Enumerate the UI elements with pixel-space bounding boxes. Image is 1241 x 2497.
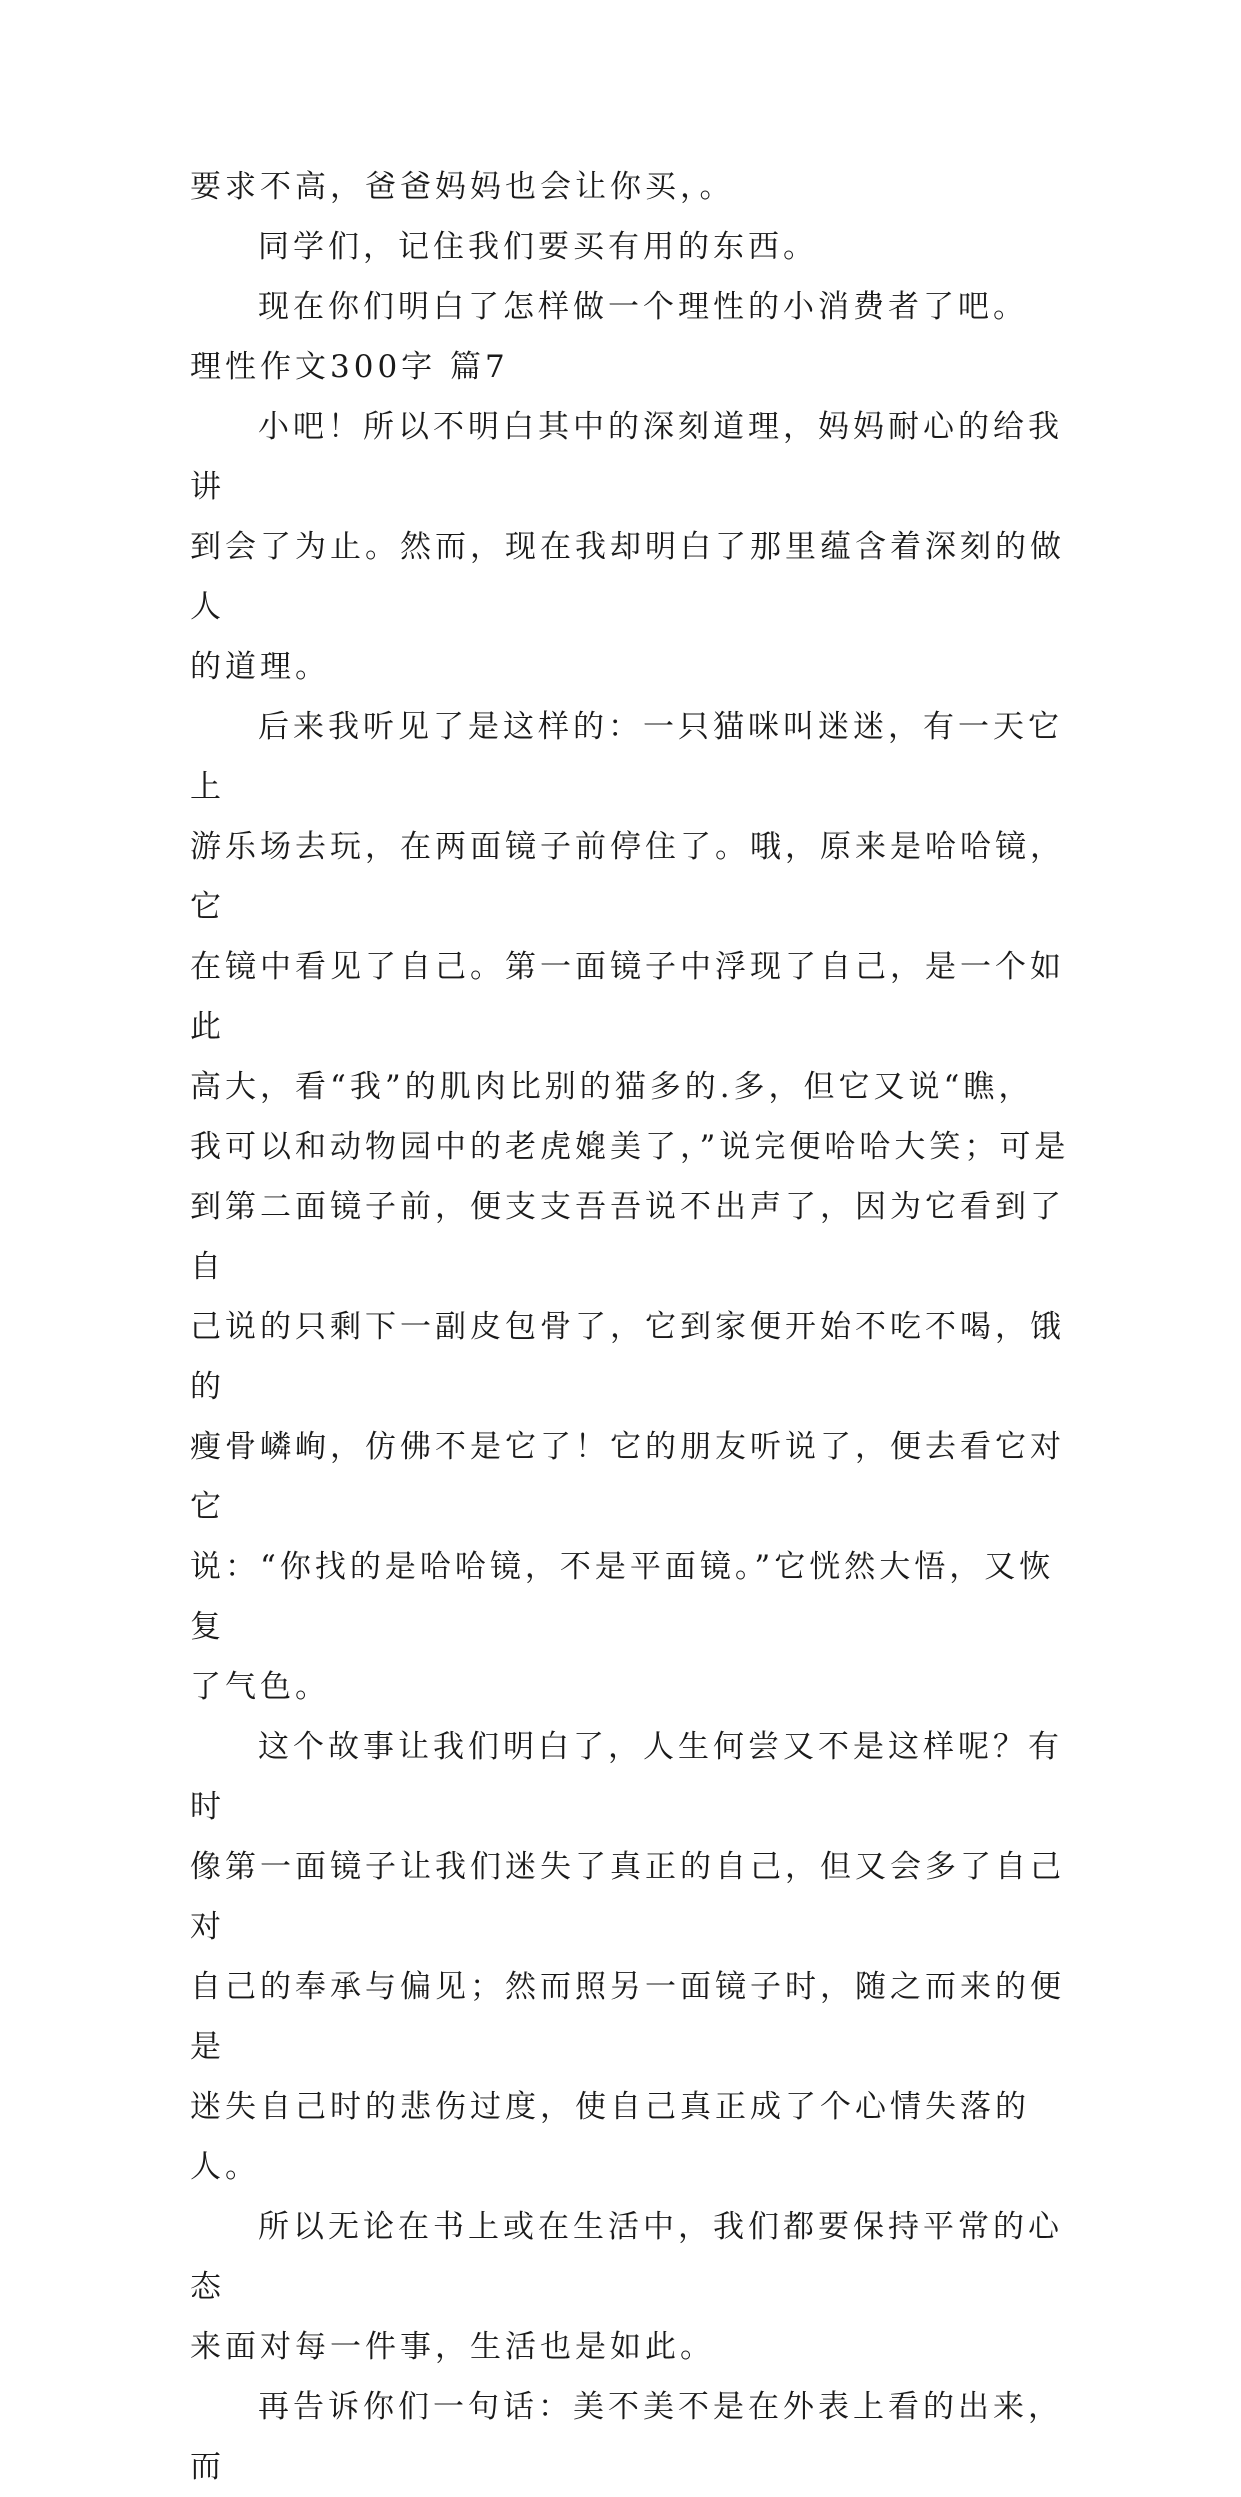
paragraph-3: 现在你们明白了怎样做一个理性的小消费者了吧。 <box>258 289 1028 325</box>
section-heading: 理性作文300字 篇7 <box>190 349 509 385</box>
paragraph-8: 再告诉你们一句话：美不美不是在外表上看的出来，而 <box>190 2389 1063 2485</box>
paragraph-5: 后来我听见了是这样的：一只猫咪叫迷迷，有一天它上 游乐场去玩，在两面镜子前停住了。哦，原来是哈哈镜，它 在镜中看见了自己。第一面镜子中浮现了自己，是一个如此 高大，看“我”的肌肉比别的猫多的.多，但它又说“瞧， 我可以和动物园中的老虎媲美了，”说完便哈哈大笑；可是 到第二面镜子前，便支支吾吾说不出声了，因为它看到了自 己说的只剩下一副皮包骨了，它到家便开始不吃不喝，饿的 瘦骨嶙峋，仿佛不是它了！它的朋友听说了，便去看它对它 说：“你找的是哈哈镜，不是平面镜。”它恍然大悟，又恢复 了气色。 <box>190 709 1070 1705</box>
paragraph-4: 小吧！所以不明白其中的深刻道理，妈妈耐心的给我讲 到会了为止。然而，现在我却明白了那里蕴含着深刻的做人 的道理。 <box>190 409 1065 685</box>
paragraph-7: 所以无论在书上或在生活中，我们都要保持平常的心态 来面对每一件事，生活也是如此。 <box>190 2209 1063 2365</box>
paragraph-2: 同学们，记住我们要买有用的东西。 <box>258 229 818 265</box>
paragraph-6: 这个故事让我们明白了，人生何尝又不是这样呢？有时 像第一面镜子让我们迷失了真正的自己，但又会多了自己对 自己的奉承与偏见；然而照另一面镜子时，随之而来的便是 迷失自己时的悲伤过度，使自己真正成了个心情失落的人。 <box>190 1729 1065 2185</box>
paragraph-1: 要求不高，爸爸妈妈也会让你买，。 <box>190 169 735 205</box>
document-body <box>190 157 1070 2497</box>
